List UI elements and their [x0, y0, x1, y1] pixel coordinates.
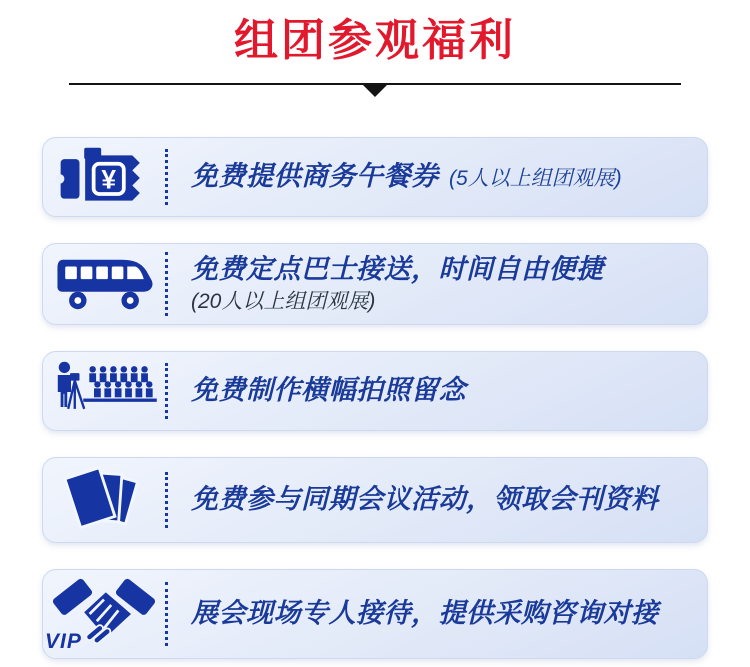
benefit-title: 免费参与同期会议活动，领取会刊资料 [191, 484, 659, 515]
benefit-card-group-photo [42, 351, 708, 431]
meal-ticket-icon [43, 144, 165, 210]
group-photo-icon [43, 358, 165, 424]
benefit-card-lunch-ticket [42, 137, 708, 217]
benefit-card-vip-reception [42, 569, 708, 659]
benefit-text [168, 483, 659, 517]
vip-label: VIP [45, 630, 82, 653]
benefit-list [0, 137, 750, 659]
shuttle-bus-icon-graphic [52, 252, 156, 316]
benefit-title: 免费制作横幅拍照留念 [191, 375, 466, 406]
benefit-note: (5人以上组团观展) [448, 167, 622, 191]
conference-documents-icon [43, 464, 165, 536]
meal-ticket-icon-graphic [56, 144, 152, 210]
vip-handshake-icon [43, 578, 165, 653]
benefit-text [168, 374, 466, 408]
benefit-card-shuttle-bus [42, 243, 708, 325]
conference-documents-icon-graphic [61, 464, 147, 536]
page-title: 组团参观福利 [234, 16, 516, 65]
benefit-card-conference [42, 457, 708, 543]
yuan-symbol: ¥ [101, 164, 117, 195]
benefit-title: 展会现场专人接待，提供采购咨询对接 [191, 598, 659, 629]
title-divider-line [69, 83, 681, 85]
group-photo-icon-graphic [46, 358, 162, 424]
shuttle-bus-icon [43, 252, 165, 316]
benefit-text [168, 597, 659, 631]
benefit-note: (20人以上组团观展) [191, 290, 376, 314]
benefit-text [168, 253, 604, 316]
down-arrow-icon [361, 83, 389, 97]
benefit-text [168, 160, 622, 194]
benefit-title: 免费定点巴士接送，时间自由便捷 [191, 253, 604, 284]
benefit-title: 免费提供商务午餐券 [191, 161, 439, 192]
